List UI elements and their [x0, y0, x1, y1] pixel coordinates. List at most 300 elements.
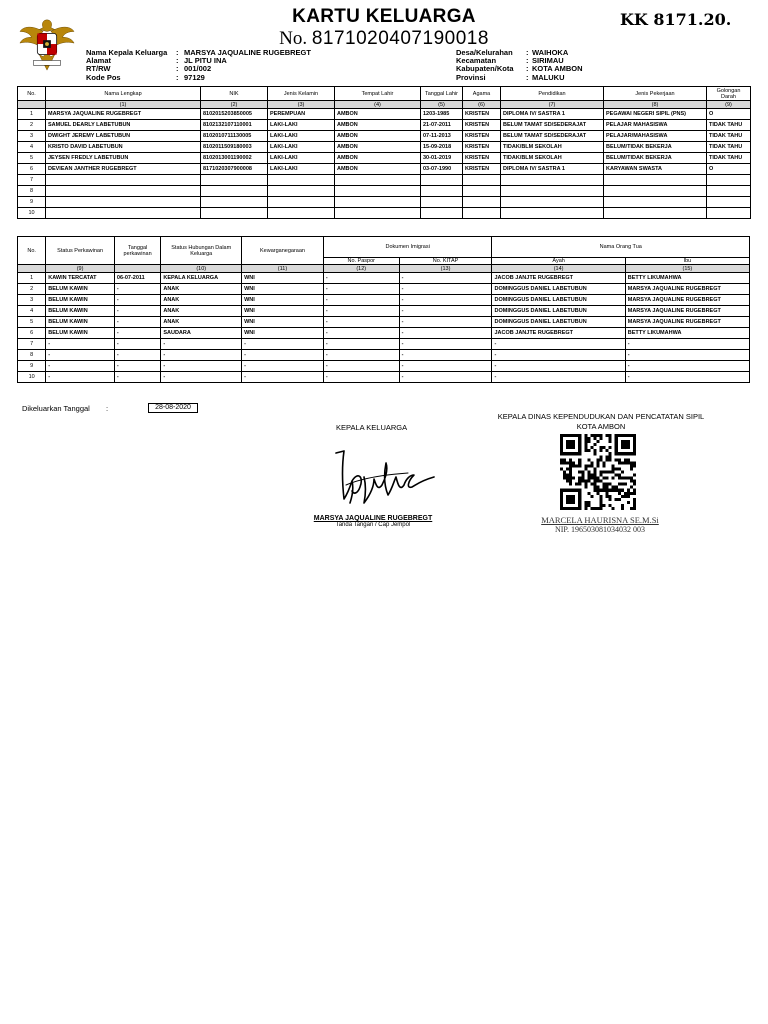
table2-index-cell: (13): [399, 265, 492, 273]
qr-module: [618, 477, 621, 480]
qr-module: [603, 489, 606, 492]
table-cell: [201, 197, 268, 208]
qr-module: [624, 477, 627, 480]
kk-number-line: [0, 28, 768, 50]
table-cell: [463, 186, 501, 197]
document-title: KARTU KELUARGA: [292, 6, 476, 27]
qr-module: [593, 477, 596, 480]
qr-module: [593, 467, 596, 470]
table-cell: PEREMPUAN: [268, 109, 335, 120]
table-cell: -: [46, 372, 115, 383]
table-cell: -: [492, 339, 625, 350]
field-label: Provinsi: [456, 72, 486, 82]
qr-module: [600, 489, 603, 492]
table-cell: WNI: [242, 306, 324, 317]
qr-module: [621, 440, 630, 449]
table-cell: 6: [18, 164, 46, 175]
table-cell: -: [323, 273, 399, 284]
qr-module: [606, 486, 609, 489]
qr-module: [584, 483, 587, 486]
handwritten-signature: [330, 441, 438, 513]
qr-module: [621, 470, 624, 473]
table-cell: [421, 186, 463, 197]
qr-module: [587, 458, 590, 461]
table-cell: 3: [18, 295, 46, 306]
qr-module: [600, 504, 603, 507]
qr-module: [584, 507, 587, 510]
table-cell: JACOB JANJTE RUGEBREGT: [492, 328, 625, 339]
table-cell: ANAK: [161, 295, 242, 306]
field-separator: :: [176, 64, 179, 74]
qr-module: [606, 477, 609, 480]
qr-module: [572, 477, 575, 480]
qr-module: [606, 434, 609, 437]
table-cell: BETTY LIKUMAHWA: [625, 273, 749, 284]
qr-module: [606, 495, 609, 498]
table-cell: KRISTEN: [463, 153, 501, 164]
table-cell: -: [625, 361, 749, 372]
qr-module: [581, 470, 584, 473]
table2-index-cell: [114, 265, 160, 273]
qr-module: [600, 434, 603, 437]
qr-module: [621, 504, 624, 507]
qr-module: [627, 477, 630, 480]
table-row: [18, 350, 750, 361]
qr-module: [618, 498, 621, 501]
table1-header-cell: Agama: [463, 87, 501, 101]
qr-module: [621, 489, 624, 492]
table-row: [18, 306, 750, 317]
table-cell: [335, 186, 421, 197]
header-field: [456, 74, 583, 82]
table-cell: [201, 186, 268, 197]
table-cell: [501, 208, 604, 219]
qr-module: [633, 492, 636, 495]
header-info-right: [456, 49, 583, 82]
qr-module: [593, 489, 596, 492]
qr-module: [609, 483, 612, 486]
dinas-line-1: KEPALA DINAS KEPENDUDUKAN DAN PENCATATAN SIPIL: [497, 412, 705, 421]
qr-code-icon: [560, 434, 636, 510]
table-cell: [604, 208, 707, 219]
qr-module: [587, 464, 590, 467]
qr-module: [593, 470, 596, 473]
field-separator: :: [526, 48, 529, 57]
signature-caption: Tanda Tangan / Cap Jempol: [335, 522, 411, 528]
table-cell: -: [399, 361, 492, 372]
t2-header-no-paspor: No. Paspor: [323, 258, 399, 265]
table1-index-cell: (1): [46, 101, 201, 109]
qr-module: [603, 504, 606, 507]
table-cell: -: [492, 372, 625, 383]
table1-header-cell: Golongan Darah: [707, 87, 751, 101]
table-cell: -: [161, 339, 242, 350]
qr-module: [593, 443, 596, 446]
qr-module: [624, 492, 627, 495]
table-cell: BELUM KAWIN: [46, 306, 115, 317]
qr-module: [590, 464, 593, 467]
qr-module: [560, 458, 563, 461]
table-cell: ANAK: [161, 284, 242, 295]
table-cell: JEYSEN FREDLY LABETUBUN: [46, 153, 201, 164]
table-cell: [604, 175, 707, 186]
qr-module: [584, 464, 587, 467]
qr-module: [609, 489, 612, 492]
qr-module: [584, 467, 587, 470]
table-cell: -: [114, 328, 160, 339]
qr-module: [627, 458, 630, 461]
table-cell: 1: [18, 273, 46, 284]
qr-module: [600, 458, 603, 461]
table-cell: KAWIN TERCATAT: [46, 273, 115, 284]
qr-module: [603, 486, 606, 489]
t2-header-tanggal-perkawinan: Tanggal perkawinan: [114, 237, 160, 265]
qr-module: [560, 467, 563, 470]
kepala-keluarga-name: MARSYA JAQUALINE RUGEBREGT: [313, 515, 433, 522]
qr-module: [572, 464, 575, 467]
qr-module: [566, 461, 569, 464]
table-cell: AMBON: [335, 120, 421, 131]
table-row: [18, 197, 751, 208]
field-value: 97129: [184, 72, 205, 82]
table-cell: [46, 175, 201, 186]
field-value: MARSYA JAQUALINE RUGEBREGT: [184, 48, 311, 57]
qr-module: [593, 507, 596, 510]
qr-module: [578, 470, 581, 473]
kk-number: 8171020407190018: [311, 28, 489, 49]
table-cell: KRISTEN: [463, 109, 501, 120]
table-cell: [46, 186, 201, 197]
table-row: [18, 284, 750, 295]
table-cell: 9: [18, 197, 46, 208]
qr-module: [630, 467, 633, 470]
table-cell: O: [707, 164, 751, 175]
table-cell: AMBON: [335, 109, 421, 120]
field-label: Kecamatan: [456, 56, 497, 66]
qr-module: [578, 483, 581, 486]
qr-module: [618, 467, 621, 470]
qr-module: [572, 461, 575, 464]
qr-module: [596, 507, 599, 510]
table1-header-cell: Tempat Lahir: [335, 87, 421, 101]
table-cell: -: [242, 361, 324, 372]
table-cell: PELAJAR MAHASISWA: [604, 120, 707, 131]
field-label: Kabupaten/Kota: [456, 64, 514, 74]
qr-module: [569, 474, 572, 477]
qr-module: [630, 480, 633, 483]
table-cell: -: [114, 350, 160, 361]
qr-module: [563, 470, 566, 473]
table-row: [18, 186, 751, 197]
table-cell: 5: [18, 153, 46, 164]
table-cell: LAKI-LAKI: [268, 142, 335, 153]
qr-module: [596, 492, 599, 495]
table-cell: BELUM TAMAT SD/SEDERAJAT: [501, 120, 604, 131]
qr-module: [615, 458, 618, 461]
table-cell: KARYAWAN SWASTA: [604, 164, 707, 175]
table-cell: 4: [18, 142, 46, 153]
qr-module: [600, 480, 603, 483]
table-cell: [707, 175, 751, 186]
table-cell: -: [399, 372, 492, 383]
qr-module: [590, 474, 593, 477]
qr-module: [593, 434, 596, 437]
table-cell: TIDAK TAHU: [707, 131, 751, 142]
qr-module: [627, 501, 630, 504]
t2-header-kewarganegaraan: Kewarganegaraan: [242, 237, 324, 265]
qr-module: [630, 461, 633, 464]
header-field: [86, 74, 311, 82]
qr-module: [603, 483, 606, 486]
qr-module: [584, 501, 587, 504]
qr-module: [569, 483, 572, 486]
table-cell: AMBON: [335, 131, 421, 142]
qr-module: [627, 492, 630, 495]
header-info-left: [86, 49, 311, 82]
table-cell: -: [161, 361, 242, 372]
qr-module: [584, 440, 587, 443]
table-cell: [604, 197, 707, 208]
t2-header-nama-orang-tua: Nama Orang Tua: [492, 237, 750, 258]
t2-header-ibu: Ibu: [625, 258, 749, 265]
table-cell: MARSYA JAQUALINE RUGEBREGT: [625, 306, 749, 317]
qr-module: [563, 474, 566, 477]
table-cell: [707, 208, 751, 219]
table-cell: WNI: [242, 273, 324, 284]
table-cell: 8102013001190002: [201, 153, 268, 164]
table-cell: BELUM KAWIN: [46, 295, 115, 306]
table-cell: [421, 208, 463, 219]
qr-module: [578, 458, 581, 461]
qr-module: [590, 507, 593, 510]
qr-module: [618, 458, 621, 461]
table-cell: [201, 175, 268, 186]
table-cell: AMBON: [335, 153, 421, 164]
qr-module: [581, 480, 584, 483]
qr-module: [609, 470, 612, 473]
table-cell: 1203-1985: [421, 109, 463, 120]
qr-module: [581, 477, 584, 480]
qr-module: [587, 437, 590, 440]
qr-module: [593, 449, 596, 452]
qr-module: [627, 495, 630, 498]
qr-module: [615, 498, 618, 501]
table-row: [18, 142, 751, 153]
table-cell: -: [161, 372, 242, 383]
table2-index-row: [18, 265, 750, 273]
qr-module: [621, 477, 624, 480]
field-label: Desa/Kelurahan: [456, 48, 513, 57]
qr-module: [600, 455, 603, 458]
qr-module: [606, 483, 609, 486]
table-cell: MARSYA JAQUALINE RUGEBREGT: [625, 295, 749, 306]
qr-module: [606, 458, 609, 461]
qr-module: [566, 440, 575, 449]
table-cell: [335, 197, 421, 208]
table-cell: [46, 197, 201, 208]
table-row: [18, 317, 750, 328]
t2-header-dokumen-imigrasi: Dokumen Imigrasi: [323, 237, 492, 258]
table-cell: -: [399, 295, 492, 306]
table-cell: 5: [18, 317, 46, 328]
qr-module: [569, 477, 572, 480]
table-cell: -: [114, 306, 160, 317]
field-label: Nama Kepala Keluarga: [86, 48, 168, 57]
table1-index-cell: (4): [335, 101, 421, 109]
table-cell: AMBON: [335, 164, 421, 175]
table-cell: BELUM KAWIN: [46, 328, 115, 339]
table-cell: [335, 175, 421, 186]
qr-module: [627, 461, 630, 464]
qr-module: [593, 480, 596, 483]
qr-module: [633, 501, 636, 504]
table-cell: DWIGHT JEREMY LABETUBUN: [46, 131, 201, 142]
qr-module: [615, 467, 618, 470]
qr-module: [584, 480, 587, 483]
qr-module: [596, 434, 599, 437]
table-cell: KRISTO DAVID LABETUBUN: [46, 142, 201, 153]
table2-index-cell: (11): [242, 265, 324, 273]
qr-module: [633, 464, 636, 467]
qr-module: [578, 477, 581, 480]
qr-module: [569, 470, 572, 473]
table-row: [18, 175, 751, 186]
table-cell: TIDAK/BLM SEKOLAH: [501, 153, 604, 164]
qr-module: [575, 464, 578, 467]
table-cell: TIDAK/BLM SEKOLAH: [501, 142, 604, 153]
table-cell: LAKI-LAKI: [268, 153, 335, 164]
dinas-title: [470, 412, 732, 432]
table-row: [18, 361, 750, 372]
table-cell: -: [323, 339, 399, 350]
qr-module: [609, 504, 612, 507]
qr-module: [618, 483, 621, 486]
table-cell: -: [323, 328, 399, 339]
table-cell: [501, 197, 604, 208]
table2-index-cell: [18, 265, 46, 273]
table-cell: 15-09-2018: [421, 142, 463, 153]
table-cell: DIPLOMA IV/ SASTRA 1: [501, 109, 604, 120]
table-cell: ANAK: [161, 306, 242, 317]
table2-index-cell: (14): [492, 265, 625, 273]
table-cell: [335, 208, 421, 219]
table-cell: TIDAK TAHU: [707, 153, 751, 164]
table-cell: 8102132107110001: [201, 120, 268, 131]
table1-index-cell: (7): [501, 101, 604, 109]
table-cell: LAKI-LAKI: [268, 131, 335, 142]
issued-colon: :: [106, 404, 109, 413]
table-cell: ANAK: [161, 317, 242, 328]
qr-module: [624, 458, 627, 461]
qr-module: [593, 452, 596, 455]
t2-header-no: No.: [18, 237, 46, 265]
qr-module: [603, 464, 606, 467]
table-cell: -: [242, 372, 324, 383]
table-cell: 10: [18, 372, 46, 383]
table-row: [18, 109, 751, 120]
issued-date: 28-08-2020: [148, 403, 198, 413]
qr-module: [566, 474, 569, 477]
qr-module: [609, 437, 612, 440]
qr-module: [612, 486, 615, 489]
table-cell: -: [46, 350, 115, 361]
table-cell: SAMUEL DEARLY LABETUBUN: [46, 120, 201, 131]
table-cell: -: [399, 339, 492, 350]
table1-header-cell: No.: [18, 87, 46, 101]
qr-module: [566, 467, 569, 470]
field-label: Alamat: [86, 56, 112, 66]
table-cell: -: [399, 284, 492, 295]
qr-module: [603, 461, 606, 464]
table-cell: TIDAK TAHU: [707, 142, 751, 153]
qr-module: [600, 501, 603, 504]
table-cell: -: [46, 361, 115, 372]
table-row: [18, 339, 750, 350]
table-cell: -: [114, 284, 160, 295]
qr-module: [612, 507, 615, 510]
table-cell: 21-07-2011: [421, 120, 463, 131]
table2-index-cell: (10): [161, 265, 242, 273]
qr-module: [603, 477, 606, 480]
table-cell: -: [492, 350, 625, 361]
qr-module: [596, 464, 599, 467]
t2-header-status-perkawinan: Status Perkawinan: [46, 237, 115, 265]
table-row: [18, 208, 751, 219]
table1-index-cell: (6): [463, 101, 501, 109]
table-cell: -: [399, 306, 492, 317]
table-cell: -: [399, 273, 492, 284]
table-cell: -: [46, 339, 115, 350]
qr-module: [612, 470, 615, 473]
table-cell: WNI: [242, 284, 324, 295]
qr-module: [590, 461, 593, 464]
table-cell: [46, 208, 201, 219]
table1-index-cell: (3): [268, 101, 335, 109]
qr-module: [621, 495, 624, 498]
table-row: [18, 164, 751, 175]
qr-module: [566, 477, 569, 480]
qr-module: [596, 480, 599, 483]
table-row: [18, 372, 750, 383]
qr-module: [590, 483, 593, 486]
family-members-table: [17, 86, 751, 219]
t2-header-status-hubungan: Status Hubungan Dalam Keluarga: [161, 237, 242, 265]
table-cell: [421, 175, 463, 186]
qr-module: [578, 480, 581, 483]
table-cell: -: [114, 317, 160, 328]
qr-module: [606, 455, 609, 458]
field-separator: :: [526, 72, 529, 82]
table-cell: BELUM TAMAT SD/SEDERAJAT: [501, 131, 604, 142]
table-cell: BELUM KAWIN: [46, 317, 115, 328]
qr-module: [630, 464, 633, 467]
qr-module: [587, 501, 590, 504]
qr-module: [587, 480, 590, 483]
table-cell: 8171020307900008: [201, 164, 268, 175]
qr-module: [566, 495, 575, 504]
qr-module: [593, 483, 596, 486]
qr-module: [584, 443, 587, 446]
table-cell: -: [114, 339, 160, 350]
official-nip: NIP. 196503081034032 003: [554, 525, 645, 534]
qr-module: [590, 477, 593, 480]
qr-module: [590, 446, 593, 449]
qr-module: [633, 489, 636, 492]
table1-index-cell: [18, 101, 46, 109]
table1-index-cell: (8): [604, 101, 707, 109]
table-cell: [268, 208, 335, 219]
table-cell: -: [323, 372, 399, 383]
